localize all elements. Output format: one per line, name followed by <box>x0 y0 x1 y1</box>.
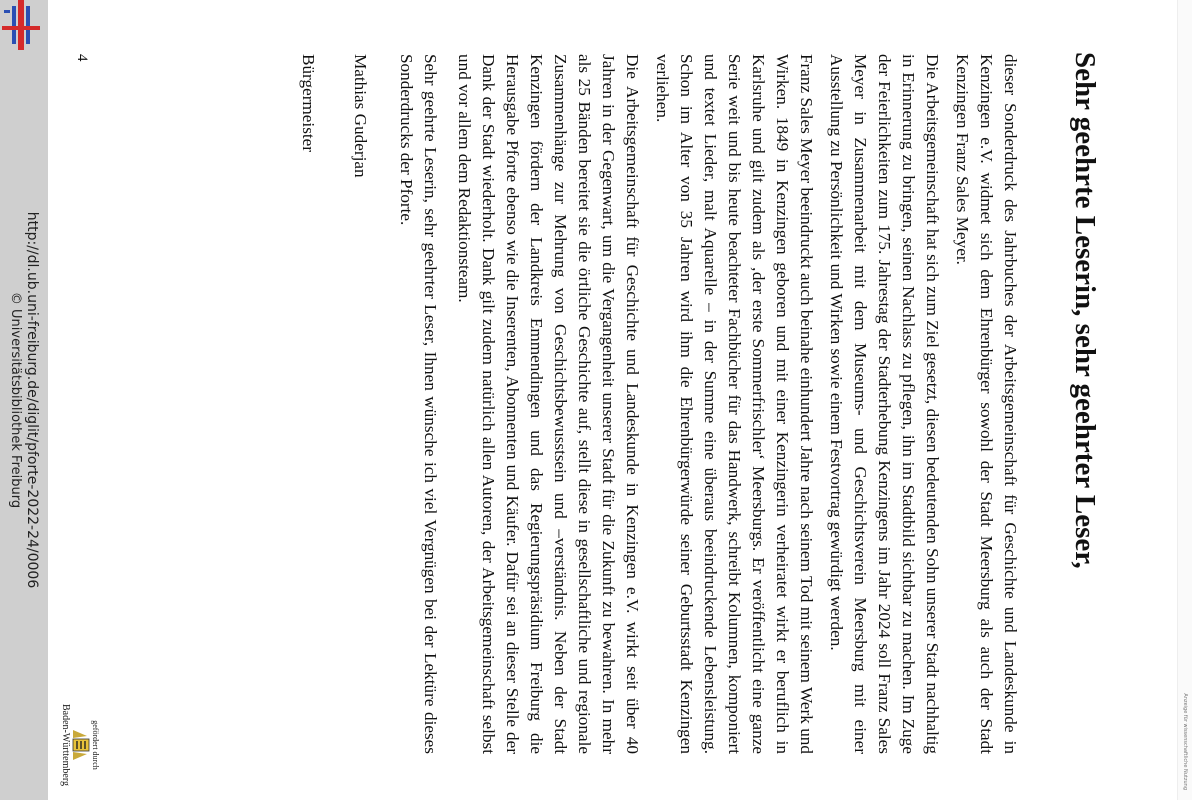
paragraph: Franz Sales Meyer beeindruckt auch beinahe einhundert Jahre nach seinem Tod mit seinem Werk und Wirken. 1849 in Kenzingen geboren und mit einer Kenzingerin verheiratet wirkt er beruflich in Karlsruhe und gilt zudem als ‚der erste Sommerfrischler‘ Meersburgs. Er veröffentlicht eine ganze Serie weit und bis heute beachteter Fachbücher für das Handwerk, schreibt Kolumnen, komponiert und textet Lieder, malt Aquarelle – in der Summe eine überaus beeindruckende Lebensleistung. Schon im Alter von 35 Jahren wird ihm die Ehrenbürgerwürde seiner Geburtsstadt Kenzingen verliehen. <box>653 54 816 754</box>
paragraph: dieser Sonderdruck des Jahrbuches der Arbeitsgemeinschaft für Geschichte und Landeskunde in Kenzingen e.V. widmet sich dem Ehrenbürger sowohl der Stadt Meersburg als auch der Stadt Kenzingen Franz Sales Meyer. <box>953 54 1020 754</box>
sponsor-label: gefördert durch <box>91 720 100 770</box>
letter-body <box>290 54 1022 754</box>
citation-block <box>4 0 44 800</box>
page-title: Sehr geehrte Leserin, sehr geehrter Leser, <box>1069 52 1101 569</box>
right-edge-margin <box>1177 0 1192 800</box>
citation-url[interactable]: http://dl.ub.uni-freiburg.de/diglit/pforte-2022-24/0006 <box>24 211 40 589</box>
closing-paragraph: Sehr geehrte Leserin, sehr geehrter Leser, Ihnen wünsche ich viel Vergnügen bei der Lektüre dieses Sonderdrucks der Pforte. <box>397 54 440 754</box>
paragraph: Die Arbeitsgemeinschaft für Geschichte und Landeskunde in Kenzingen e.V. wirkt seit über 40 Jahren in der Gegenwart, um die Vergangenheit unserer Stadt für die Zukunft zu bewahren. In mehr als 25 Bänden bereitet sie die örtliche Geschichte auf, stellt diese in gesellschaftliche und regionale Zusammenhänge zur Mehrung von Geschichtsbewusstsein und –verständnis. Neben der Stadt Kenzingen fördern der Landkreis Emmendingen und das Regierungspräsidium Freiburg die Herausgabe Pforte ebenso wie die Inserenten, Abonnenten und Käufer. Dafür sei an dieser Stelle der Dank der Stadt wiederholt. Dank gilt zudem natürlich allen Autoren, der Arbeitsgemeinschaft selbst und vor allem dem Redaktionsteam. <box>455 54 642 754</box>
sponsor-name: Baden-Württemberg <box>60 703 71 786</box>
signature-role: Bürgermeister <box>299 54 318 153</box>
page-number: 4 <box>74 54 90 62</box>
edge-note: Anzeige für wissenschaftliche Nutzung <box>1182 693 1188 790</box>
paragraph: Die Arbeitsgemeinschaft hat sich zum Ziel gesetzt, diesen bedeutenden Sohn unserer Stadt nachhaltig in Erinnerung zu bringen, seinen Nachlass zu pflegen, ihn im Stadtbild sichtbar zu machen. Im Zuge der Feierlichkeiten zum 175. Jahrestag der Stadterhebung Kenzingens im Jahr 2024 soll Franz Sales Meyer in Zusammenarbeit mit dem Museums- und Geschichtsverein Meersburg mit einer Ausstellung zu Persönlichkeit und Wirken sowie einem Festvortrag gewürdigt werden. <box>827 54 942 754</box>
scanned-page <box>70 32 1100 752</box>
signature-name: Mathias Guderjan <box>351 54 370 178</box>
copyright-text: © Universitätsbibliothek Freiburg <box>8 291 23 509</box>
